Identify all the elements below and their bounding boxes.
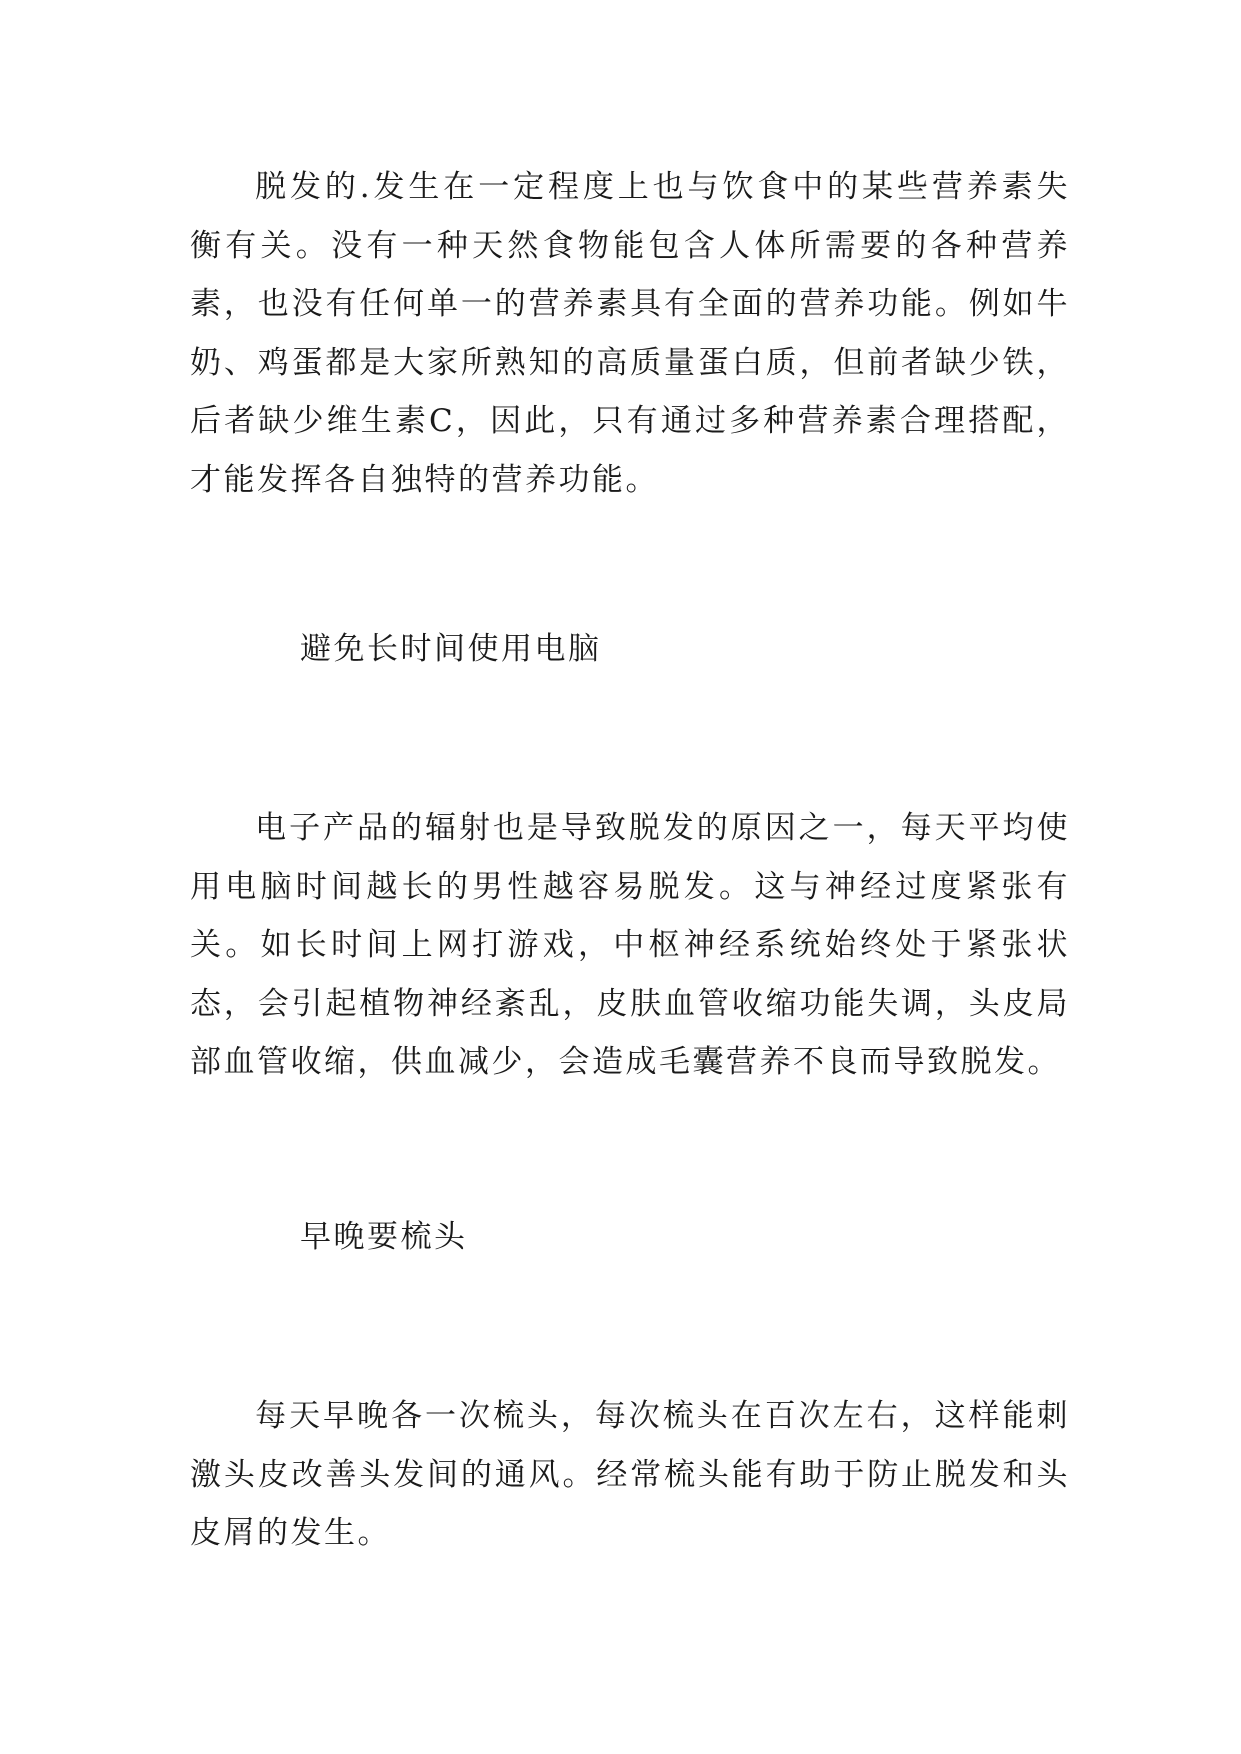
heading-avoid-computer: 避免长时间使用电脑 xyxy=(300,631,602,667)
paragraph-comb-hair: 每天早晚各一次梳头，每次梳头在百次左右，这样能刺激头皮改善头发间的通风。经常梳头能有助于防止脱发和头皮屑的发生。 xyxy=(190,1398,1070,1551)
paragraph-computer-radiation: 电子产品的辐射也是导致脱发的原因之一，每天平均使用电脑时间越长的男性越容易脱发。这与神经过度紧张有关。如长时间上网打游戏，中枢神经系统始终处于紧张状态，会引起植物神经紊乱，皮肤血管收缩功能失调，头皮局部血管收缩，供血减少，会造成毛囊营养不良而导致脱发。 xyxy=(190,810,1070,1080)
paragraph-diet-nutrition: 脱发的.发生在一定程度上也与饮食中的某些营养素失衡有关。没有一种天然食物能包含人体所需要的各种营养素，也没有任何单一的营养素具有全面的营养功能。例如牛奶、鸡蛋都是大家所熟知的高质量蛋白质，但前者缺少铁，后者缺少维生素C，因此，只有通过多种营养素合理搭配，才能发挥各自独特的营养功能。 xyxy=(190,169,1070,498)
heading-comb-hair: 早晚要梳头 xyxy=(300,1219,468,1255)
